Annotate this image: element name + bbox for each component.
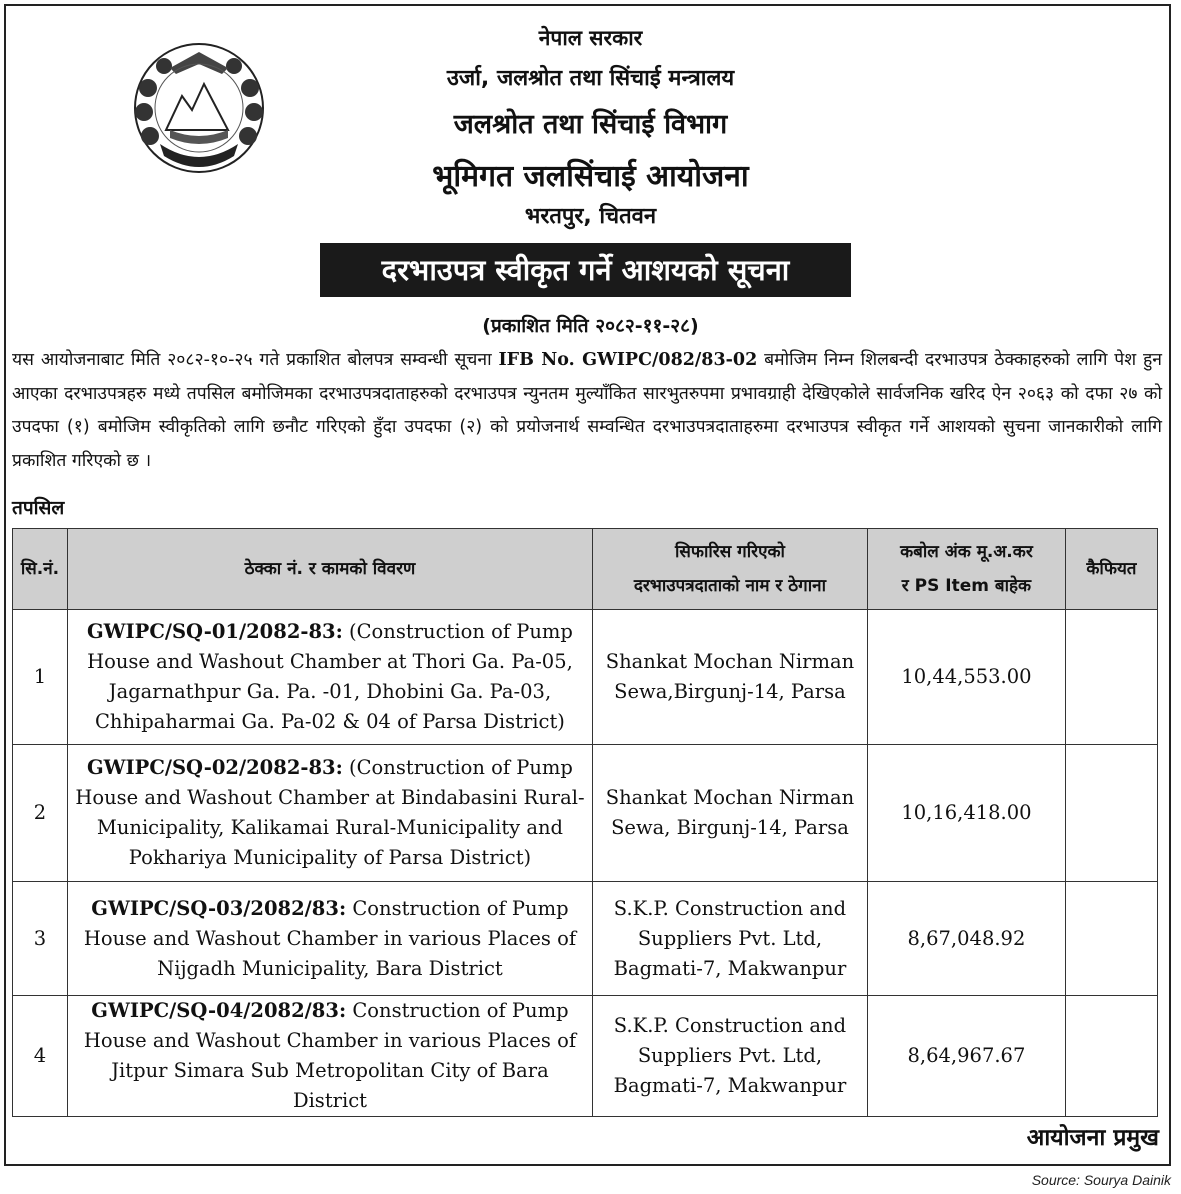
table-row [13, 996, 1158, 1117]
contract-code: GWIPC/SQ-03/2082/83: [91, 896, 347, 920]
ministry-name: उर्जा, जलश्रोत तथा सिंचाई मन्त्रालय [446, 66, 735, 91]
table-row [13, 882, 1158, 996]
header-remarks: कैफियत [1065, 529, 1157, 610]
table-header-row [13, 529, 1158, 610]
header-amount-line1: कबोल अंक मू.अ.कर [900, 542, 1033, 562]
source-credit: Source: Sourya Dainik [1031, 1172, 1171, 1188]
row-work [68, 610, 593, 745]
header-amount [868, 529, 1066, 610]
header-bidder [592, 529, 867, 610]
bid-table [12, 528, 1158, 1117]
table-row [13, 745, 1158, 882]
body-intro: यस आयोजनाबाट मिति २०८२-१०-२५ गते प्रकाशित बोलपत्र सम्वन्धी सूचना [12, 350, 499, 370]
row-work [68, 996, 593, 1117]
row-sn: 2 [13, 745, 68, 882]
signature-project-chief: आयोजना प्रमुख [1026, 1125, 1159, 1151]
row-sn: 4 [13, 996, 68, 1117]
row-bidder: S.K.P. Construction and Suppliers Pvt. Ltd, Bagmati-7, Makwanpur [592, 882, 867, 996]
row-work [68, 882, 593, 996]
notice-body [12, 344, 1162, 478]
ifb-number: IFB No. GWIPC/082/83-02 [498, 350, 758, 370]
row-sn: 1 [13, 610, 68, 745]
office-location: भरतपुर, चितवन [524, 204, 657, 229]
contract-description: Construction of Pump House and Washout Chamber in various Places of Nijgadh Municipality, Bara District [83, 896, 577, 980]
notice-title: दरभाउपत्र स्वीकृत गर्ने आशयको सूचना [320, 243, 851, 297]
row-sn: 3 [13, 882, 68, 996]
row-amount: 10,16,418.00 [868, 745, 1066, 882]
header-work: ठेक्का नं. र कामको विवरण [68, 529, 593, 610]
contract-code: GWIPC/SQ-02/2082-83: [87, 756, 343, 779]
body-rest: बमोजिम निम्न शिलबन्दी दरभाउपत्र ठेक्काहरुको लागि पेश हुन आएका दरभाउपत्रहरु मध्ये तपसिल बमोजिमका दरभाउपत्रदाताहरुको दरभाउपत्र न्युनतम मुल्याँकित सारभुतरुपमा प्रभावग्राही देखिएकोले सार्वजनिक खरिद ऐन २०६३ को दफा २७ को उपदफा (१) बमोजिम स्वीकृतिको लागि छनौट गरिएको हुँदा उपदफा (२) को प्रयोजनार्थ सम्वन्धित दरभाउपत्रदाताहरुमा दरभाउपत्र स्वीकृत गर्ने आशयको सुचना जानकारीको लागि प्रकाशित गरिएको छ । [12, 350, 1162, 471]
row-remarks [1065, 882, 1157, 996]
contract-code: GWIPC/SQ-01/2082-83: [87, 620, 343, 643]
row-amount: 8,64,967.67 [868, 996, 1066, 1117]
row-amount: 8,67,048.92 [868, 882, 1066, 996]
header-bidder-line1: सिफारिस गरिएको [674, 542, 785, 562]
department-name: जलश्रोत तथा सिंचाई विभाग [453, 109, 728, 140]
header-amount-line2: र PS Item बाहेक [901, 576, 1032, 596]
row-remarks [1065, 996, 1157, 1117]
project-name: भूमिगत जलसिंचाई आयोजना [432, 159, 749, 194]
header-bidder-line2: दरभाउपत्रदाताको नाम र ठेगाना [633, 576, 826, 596]
row-amount: 10,44,553.00 [868, 610, 1066, 745]
header-sn: सि.नं. [13, 529, 68, 610]
contract-description: (Construction of Pump House and Washout Chamber at Bindabasini Rural-Municipality, Kalikamai Rural-Municipality and Pokhariya Municipality of Parsa District) [75, 756, 585, 869]
published-date: (प्रकाशित मिति २०८२-११-२८) [482, 315, 699, 337]
row-bidder: S.K.P. Construction and Suppliers Pvt. Ltd, Bagmati-7, Makwanpur [592, 996, 867, 1117]
contract-code: GWIPC/SQ-04/2082/83: [91, 999, 347, 1022]
government-name: नेपाल सरकार [538, 26, 643, 50]
row-bidder: Shankat Mochan Nirman Sewa, Birgunj-14, Parsa [592, 745, 867, 882]
row-remarks [1065, 610, 1157, 745]
table-row [13, 610, 1158, 745]
contract-description: (Construction of Pump House and Washout Chamber at Thori Ga. Pa-05, Jagarnathpur Ga. Pa. -01, Dhobini Ga. Pa-03, Chhipaharmai Ga. Pa-02 & 04 of Parsa District) [87, 620, 573, 733]
contract-description: Construction of Pump House and Washout Chamber in various Places of Jitpur Simara Sub Metropolitan City of Bara District [83, 999, 577, 1112]
row-remarks [1065, 745, 1157, 882]
row-work [68, 745, 593, 882]
row-bidder: Shankat Mochan Nirman Sewa,Birgunj-14, Parsa [592, 610, 867, 745]
schedule-label: तपसिल [12, 497, 65, 519]
